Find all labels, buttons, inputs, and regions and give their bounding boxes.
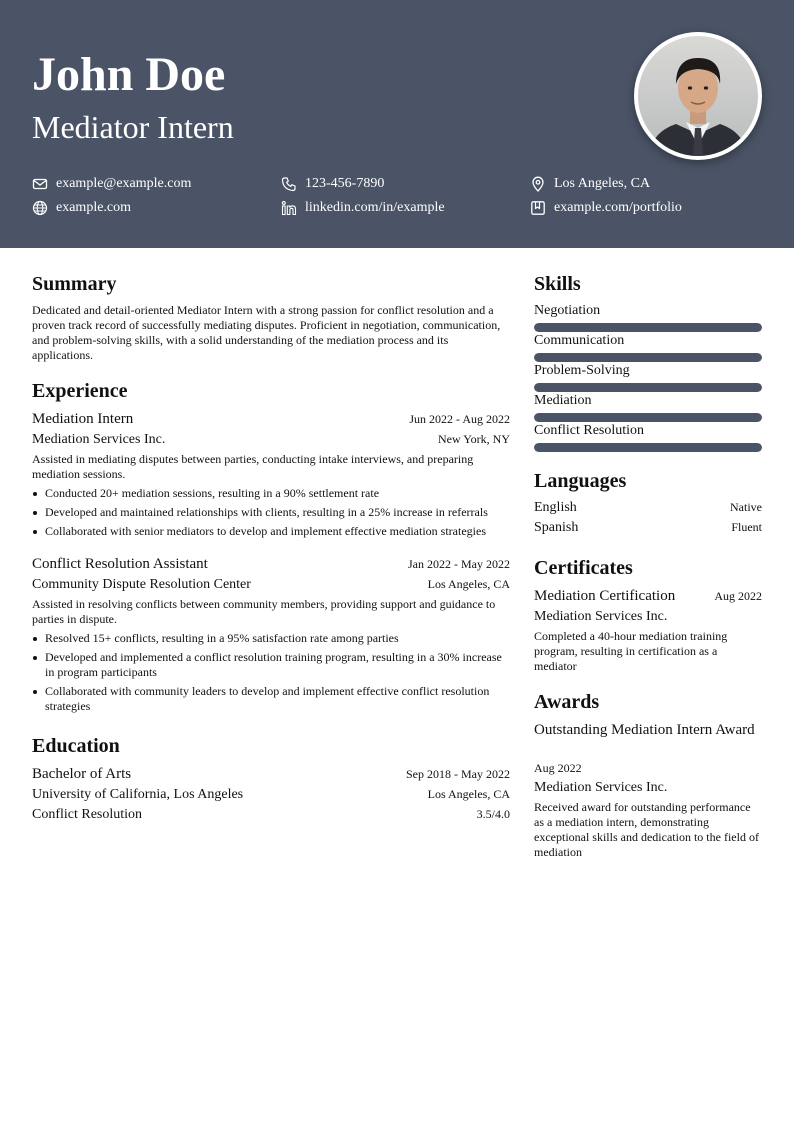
contact-location-text: Los Angeles, CA (554, 176, 651, 191)
language-name-1: English (534, 500, 577, 515)
skill-label-2: Communication (534, 333, 625, 348)
summary-text: Dedicated and detail-oriented Mediator Intern with a strong passion for conflict resolution and a proven track record of successfully mediating disputes. Proficient in negotiation, communication, and problem-solving skills, with a solid understanding of the mediation process and its applications. (32, 303, 501, 362)
certificate-issuer: Mediation Services Inc. (534, 609, 668, 624)
summary-heading: Summary (32, 273, 117, 295)
contact-website-text: example.com (56, 200, 132, 215)
skill-label-1: Negotiation (534, 303, 601, 318)
job-2-company: Community Dispute Resolution Center (32, 577, 251, 592)
certificate-description: Completed a 40-hour mediation training program, resulting in certification as a mediator (534, 629, 728, 673)
job-1-location: New York, NY (437, 432, 510, 446)
job-1-bullets (32, 486, 510, 539)
skill-bar-2 (534, 353, 762, 362)
languages-heading: Languages (534, 470, 627, 492)
skill-bar-4 (534, 413, 762, 422)
education-school: University of California, Los Angeles (32, 787, 244, 802)
candidate-title: Mediator Intern (32, 109, 234, 145)
job-2-bullet-3: Collaborated with community leaders to develop and implement effective conflict resolution strategies (32, 684, 510, 714)
awards-heading: Awards (534, 691, 600, 713)
portfolio-icon (530, 200, 546, 216)
certificate-name: Mediation Certification (534, 588, 676, 604)
education-header (32, 765, 510, 783)
contact-phone[interactable] (281, 175, 384, 193)
contact-email-text: example@example.com (56, 176, 192, 191)
profile-photo (634, 32, 762, 160)
language-level-2: Fluent (731, 520, 762, 534)
resume-header (0, 0, 794, 248)
job-2-role: Conflict Resolution Assistant (32, 556, 208, 572)
job-1-dates: Jun 2022 - Aug 2022 (409, 412, 510, 426)
job-1-subheader (32, 431, 510, 449)
job-1-bullet-2: Developed and maintained relationships with clients, resulting in a 25% increase in referrals (32, 505, 510, 520)
award-name: Outstanding Mediation Intern Award (534, 722, 755, 738)
job-2-bullet-2: Developed and implemented a conflict resolution training program, resulting in a 30% increase in program participants (32, 650, 510, 680)
certificate-issuer-row (534, 608, 762, 626)
skills-heading: Skills (534, 273, 581, 295)
experience-heading: Experience (32, 380, 128, 402)
job-1-bullet-3: Collaborated with senior mediators to develop and implement effective mediation strategies (32, 524, 510, 539)
job-1-bullet-1: Conducted 20+ mediation sessions, resulting in a 90% settlement rate (32, 486, 510, 501)
job-1-description: Assisted in mediating disputes between parties, conducting intake interviews, and preparing mediation sessions. (32, 452, 474, 481)
globe-icon (32, 200, 48, 216)
location-pin-icon (530, 176, 546, 192)
job-2-bullets (32, 631, 510, 714)
skill-bar-3 (534, 383, 762, 392)
award-date: Aug 2022 (534, 761, 582, 775)
skill-bar-fill-3 (534, 383, 762, 392)
skill-label-3: Problem-Solving (534, 363, 630, 378)
language-level-1: Native (730, 500, 762, 514)
job-2-header (32, 555, 510, 573)
education-details (32, 806, 510, 824)
education-location: Los Angeles, CA (427, 787, 510, 801)
skill-label-5: Conflict Resolution (534, 423, 645, 438)
certificates-heading: Certificates (534, 557, 633, 579)
contact-website[interactable] (32, 199, 131, 217)
job-2-location: Los Angeles, CA (427, 577, 510, 591)
job-1-role: Mediation Intern (32, 411, 134, 427)
contact-portfolio-text: example.com/portfolio (554, 200, 682, 215)
job-2-subheader (32, 576, 510, 594)
phone-icon (281, 176, 297, 192)
education-gpa: 3.5/4.0 (476, 807, 510, 821)
job-2-dates: Jan 2022 - May 2022 (408, 557, 510, 571)
certificate-date: Aug 2022 (714, 589, 762, 603)
contact-location (530, 175, 650, 193)
skill-bar-fill-4 (534, 413, 762, 422)
award-issuer: Mediation Services Inc. (534, 780, 668, 795)
job-2-bullet-1: Resolved 15+ conflicts, resulting in a 95% satisfaction rate among parties (32, 631, 510, 646)
skill-bar-1 (534, 323, 762, 332)
education-subheader (32, 786, 510, 804)
skill-label-4: Mediation (534, 393, 592, 408)
skill-bar-fill-5 (534, 443, 762, 452)
award-description: Received award for outstanding performance as a mediation intern, demonstrating exceptional skills and dedication to the field of mediation (534, 800, 759, 859)
education-degree: Bachelor of Arts (32, 766, 132, 782)
language-row-1 (534, 499, 762, 517)
education-dates: Sep 2018 - May 2022 (406, 767, 510, 781)
job-1-company: Mediation Services Inc. (32, 432, 166, 447)
mail-icon (32, 176, 48, 192)
contact-phone-text: 123-456-7890 (305, 176, 385, 191)
contact-email[interactable] (32, 175, 191, 193)
job-1-header (32, 410, 510, 428)
contact-linkedin[interactable] (281, 199, 445, 217)
skill-bar-fill-1 (534, 323, 762, 332)
education-field: Conflict Resolution (32, 807, 143, 822)
language-name-2: Spanish (534, 520, 579, 535)
job-2-description: Assisted in resolving conflicts between community members, providing support and guidance to parties in dispute. (32, 597, 496, 626)
language-row-2 (534, 519, 762, 537)
education-heading: Education (32, 735, 120, 757)
contact-portfolio[interactable] (530, 199, 682, 217)
contact-linkedin-text: linkedin.com/in/example (305, 200, 445, 215)
skill-bar-5 (534, 443, 762, 452)
certificate-header (534, 587, 762, 605)
candidate-name: John Doe (32, 48, 226, 101)
skill-bar-fill-2 (534, 353, 762, 362)
linkedin-icon (281, 200, 297, 216)
